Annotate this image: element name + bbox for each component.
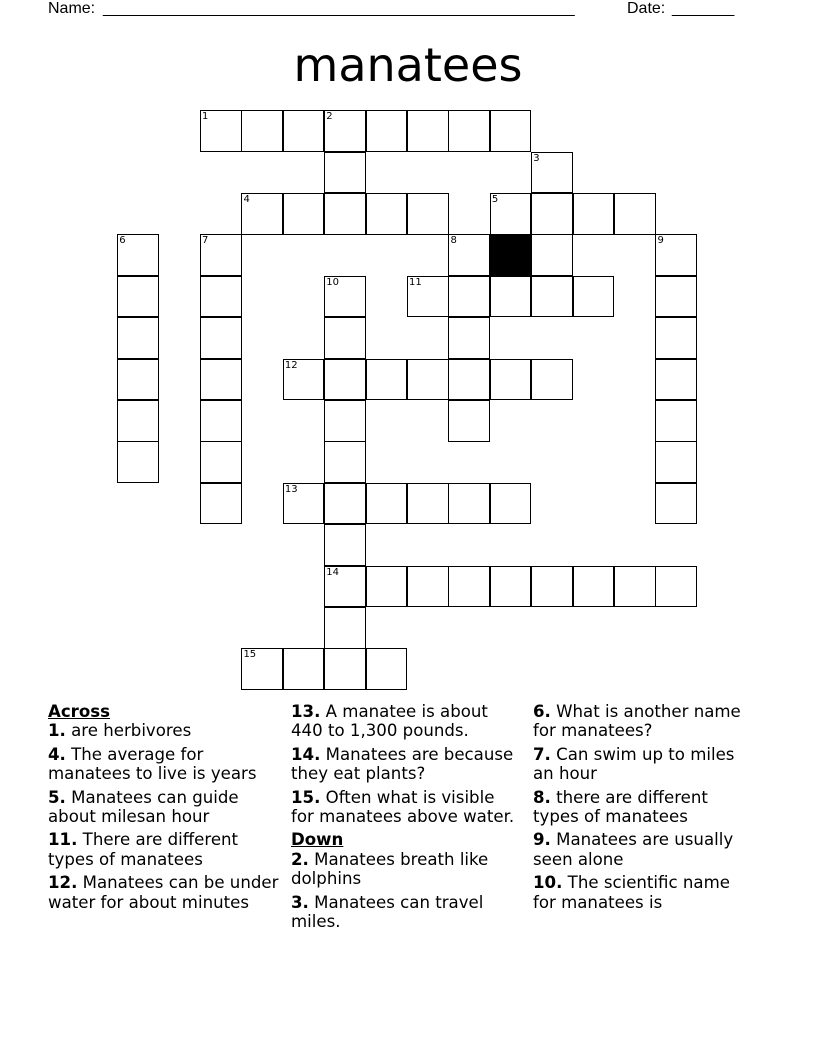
crossword-cell[interactable] [366,193,408,235]
crossword-cell[interactable] [655,566,697,608]
crossword-cell[interactable] [573,566,615,608]
clue-number: 10 [326,276,339,288]
crossword-cell[interactable] [283,483,325,525]
crossword-cell[interactable] [366,359,408,401]
name-field[interactable]: _____________________________________________________ [103,0,575,17]
crossword-cell[interactable] [241,648,283,690]
crossword-cell[interactable] [200,483,242,525]
crossword-cell[interactable] [407,276,449,318]
crossword-cell[interactable] [490,276,532,318]
clue-number: 8 [450,235,457,247]
clue-number: 3 [533,152,540,164]
across-heading: Across [48,702,111,721]
crossword-cell[interactable] [655,234,697,276]
crossword-cell[interactable] [448,234,490,276]
down-heading: Down [291,830,344,850]
crossword-cell[interactable] [283,193,325,235]
crossword-cell[interactable] [490,359,532,401]
crossword-cell[interactable] [324,400,366,442]
crossword-cell[interactable] [366,566,408,608]
crossword-cell[interactable] [448,359,490,401]
crossword-cell[interactable] [490,483,532,525]
clue-number: 13 [284,483,298,495]
clue-number: 7 [202,235,209,247]
crossword-cell[interactable] [200,317,242,359]
clue-down: 9. Manatees are usually seen alone [533,830,734,869]
crossword-cell[interactable] [117,317,159,359]
crossword-cell[interactable] [448,566,490,608]
crossword-cell[interactable] [200,359,242,401]
clue-across: 4. The average for manatees to live is years [48,744,257,784]
crossword-cell[interactable] [655,483,697,525]
clue-across: 13. A manatee is about 440 to 1,300 pounds. [291,702,488,741]
clue-number: 9 [657,235,664,247]
crossword-cell[interactable] [573,276,615,318]
crossword-cell[interactable] [117,234,159,276]
crossword-cell[interactable] [655,317,697,359]
crossword-cell[interactable] [448,483,490,525]
clue-down: 3. Manatees can travel miles. [291,892,484,932]
crossword-cell[interactable] [614,566,656,608]
crossword-cell[interactable] [324,441,366,483]
crossword-cell[interactable] [531,566,573,608]
crossword-cell[interactable] [614,193,656,235]
crossword-cell[interactable] [531,152,573,194]
clue-number: 11 [409,276,422,288]
crossword-cell[interactable] [448,317,490,359]
clue-across: 15. Often what is visible for manatees above water. [291,787,515,827]
crossword-cell[interactable] [531,193,573,235]
clue-across: 11. There are different types of manatees [48,830,239,869]
crossword-cell[interactable] [324,607,366,649]
clue-number: 6 [119,235,126,247]
clue-number: 14 [326,566,339,578]
crossword-cell[interactable] [200,234,242,276]
crossword-cell[interactable] [283,110,325,152]
crossword-cell[interactable] [324,193,366,235]
crossword-cell[interactable] [531,276,573,318]
crossword-cell[interactable] [531,359,573,401]
crossword-cell[interactable] [117,441,159,483]
crossword-cell[interactable] [407,483,449,525]
crossword-cell[interactable] [573,193,615,235]
crossword-cell[interactable] [655,359,697,401]
clue-across: 5. Manatees can guide about milesan hour [48,787,239,827]
crossword-cell[interactable] [324,524,366,566]
crossword-cell[interactable] [200,441,242,483]
crossword-cell[interactable] [448,276,490,318]
clue-across: 1. are herbivores [48,721,192,741]
crossword-cell[interactable] [531,234,573,276]
crossword-cell[interactable] [655,400,697,442]
clue-down: 10. The scientific name for manatees is [533,873,730,912]
crossword-cell[interactable] [490,193,532,235]
crossword-cell[interactable] [241,110,283,152]
crossword-cell[interactable] [324,483,366,525]
black-square [490,234,532,276]
crossword-cell[interactable] [117,400,159,442]
crossword-cell[interactable] [366,483,408,525]
crossword-cell[interactable] [324,276,366,318]
clues-column-1 [48,702,288,916]
crossword-cell[interactable] [324,152,366,194]
clue-number: 15 [243,649,257,661]
crossword-cell[interactable] [241,193,283,235]
clue-across: 14. Manatees are because they eat plants? [291,744,514,784]
clue-number: 12 [284,359,298,371]
crossword-cell[interactable] [407,193,449,235]
crossword-cell[interactable] [366,648,408,690]
clue-number: 5 [491,194,499,206]
crossword-cell[interactable] [324,566,366,608]
crossword-cell[interactable] [490,566,532,608]
clue-number: 1 [202,111,209,123]
crossword-cell[interactable] [407,566,449,608]
crossword-cell[interactable] [490,110,532,152]
crossword-cell[interactable] [117,359,159,401]
crossword-cell[interactable] [117,276,159,318]
crossword-cell[interactable] [324,317,366,359]
crossword-cell[interactable] [324,359,366,401]
page-title: manatees [293,38,523,92]
crossword-cell[interactable] [283,648,325,690]
crossword-cell[interactable] [324,648,366,690]
crossword-cell[interactable] [655,441,697,483]
date-label: Date: [627,0,666,17]
name-label: Name: [48,0,96,17]
clue-number: 4 [243,194,250,206]
crossword-cell[interactable] [200,110,242,152]
crossword-cell[interactable] [407,359,449,401]
clues-column-3 [533,702,758,916]
clue-number: 2 [326,111,333,123]
crossword-cell[interactable] [448,400,490,442]
crossword-cell[interactable] [366,110,408,152]
crossword-cell[interactable] [655,276,697,318]
clue-down: 6. What is another name for manatees? [533,702,741,741]
crossword-cell[interactable] [407,110,449,152]
crossword-cell[interactable] [448,110,490,152]
date-field[interactable]: _______ [672,0,735,17]
crossword-cell[interactable] [200,276,242,318]
clue-down: 8. there are different types of manatees [533,787,708,827]
crossword-cell[interactable] [283,359,325,401]
clue-down: 7. Can swim up to miles an hour [533,744,735,784]
crossword-cell[interactable] [200,400,242,442]
clue-across: 12. Manatees can be under water for about minutes [48,873,279,912]
clue-down: 2. Manatees breath like dolphins [291,849,489,889]
crossword-cell[interactable] [324,110,366,152]
clues-column-2 [291,702,521,935]
